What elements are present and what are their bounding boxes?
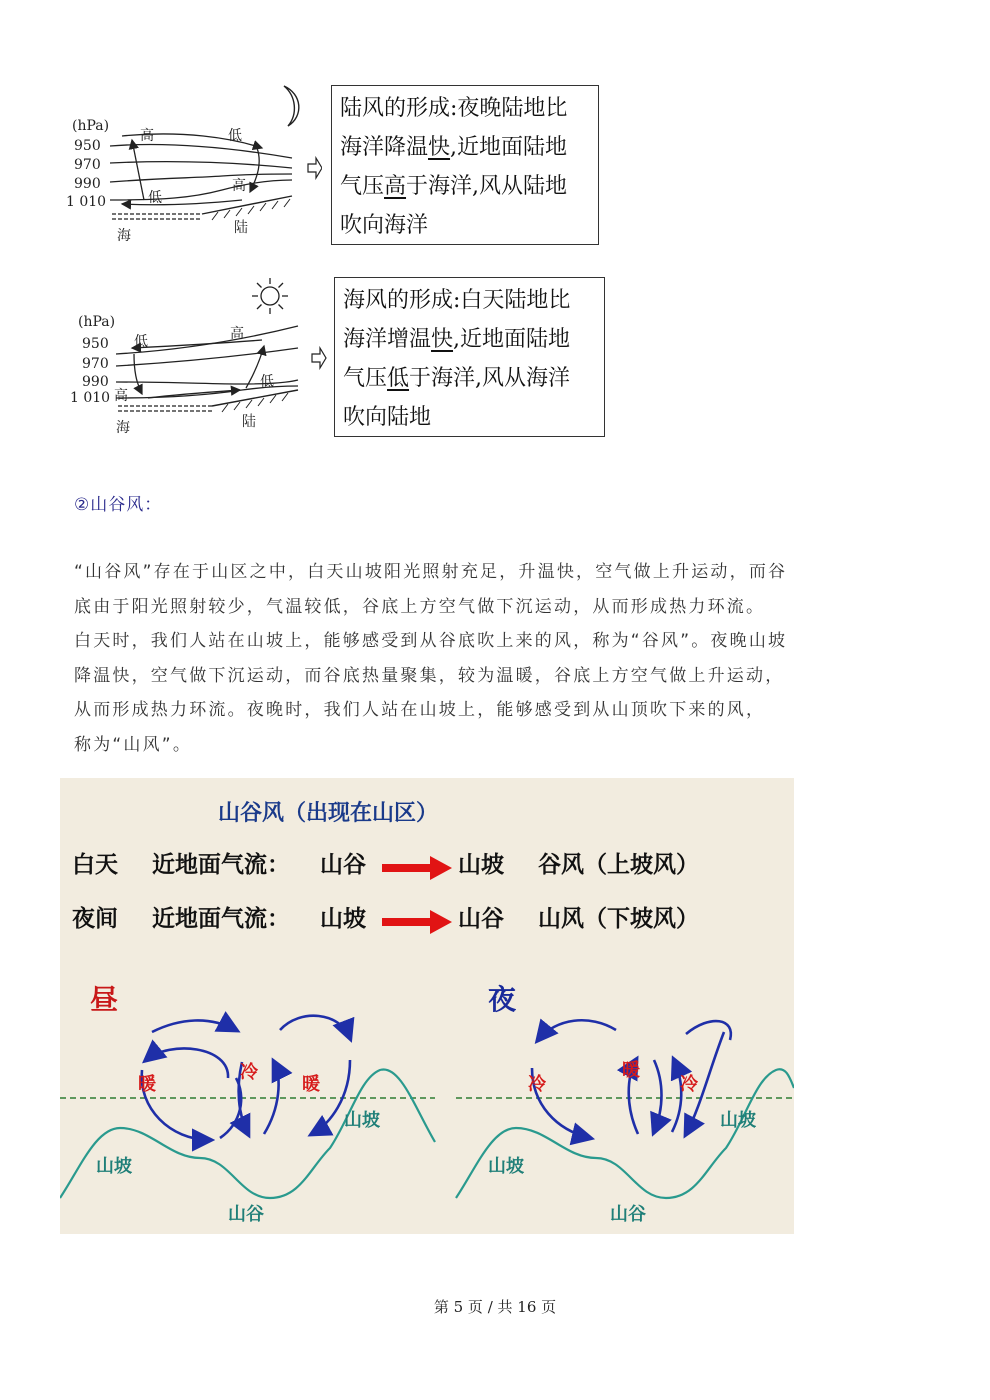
right-arrow-icon	[312, 348, 326, 368]
night-valley: 山谷	[610, 1204, 646, 1225]
row-day-wind: 谷风（上坡风）	[538, 852, 699, 878]
sea-breeze-line-4: 吹向陆地	[343, 405, 432, 430]
label-high-bottom: 高	[232, 178, 246, 194]
day-slope-left: 山坡	[96, 1156, 132, 1177]
paragraph-line: 底由于阳光照射较少，气温较低，谷底上方空气做下沉运动，从而形成热力环流。	[74, 596, 766, 617]
figure-title: 山谷风（出现在山区）	[218, 801, 439, 826]
day-label: 昼	[90, 983, 119, 1016]
land-breeze-line-4: 吹向海洋	[340, 213, 429, 238]
label-low-top: 低	[134, 334, 148, 350]
paragraph-line: 称为“山风”。	[74, 734, 193, 755]
level-1010: 1 010	[70, 390, 111, 406]
row-night-flow: 近地面气流：	[152, 906, 290, 932]
night-right-label: 冷	[680, 1074, 698, 1095]
unit-label: (hPa)	[72, 118, 110, 134]
row-night-to: 山谷	[458, 906, 504, 932]
day-left-label: 暖	[138, 1074, 156, 1095]
day-middle-label: 冷	[240, 1062, 258, 1083]
label-high-top: 高	[230, 326, 244, 342]
label-land: 陆	[234, 220, 248, 236]
paragraph-line: 白天时，我们人站在山坡上，能够感受到从谷底吹上来的风，称为“谷风”。夜晚山坡	[74, 631, 788, 651]
valley-wind-figure	[60, 778, 794, 1234]
level-950: 950	[82, 336, 109, 352]
level-970: 970	[82, 356, 109, 372]
valley-circulation-diagram	[60, 778, 794, 1234]
label-low-bottom: 低	[148, 190, 162, 206]
moon-icon	[284, 86, 299, 126]
label-sea: 海	[117, 228, 131, 244]
sea-breeze-line-3: 气压低于海洋,风从海洋	[343, 366, 571, 391]
night-middle-label: 暖	[622, 1060, 640, 1081]
land-breeze-diagram	[62, 80, 322, 255]
right-arrow-icon	[308, 158, 322, 178]
label-low-top: 低	[228, 128, 242, 144]
page-footer: 第 5 页 / 共 16 页	[433, 1298, 557, 1316]
row-night-wind: 山风（下坡风）	[538, 906, 699, 932]
row-day-to: 山坡	[458, 852, 504, 878]
level-990: 990	[82, 374, 109, 390]
level-950: 950	[74, 138, 101, 154]
paragraph-line: “山谷风”存在于山区之中，白天山坡阳光照射充足，升温快，空气做上升运动，而谷	[74, 562, 788, 582]
label-low-bottom: 低	[260, 374, 274, 390]
sea-breeze-diagram	[62, 270, 328, 445]
row-night-from: 山坡	[320, 906, 366, 932]
label-high-bottom: 高	[114, 388, 128, 404]
unit-label: (hPa)	[78, 314, 116, 330]
body-paragraph	[74, 555, 916, 762]
section-title: ②山谷风：	[74, 495, 163, 515]
night-slope-right: 山坡	[720, 1110, 756, 1131]
level-1010: 1 010	[66, 194, 107, 210]
land-breeze-line-1: 陆风的形成:夜晚陆地比	[340, 96, 568, 121]
label-sea: 海	[116, 420, 130, 436]
row-day-flow: 近地面气流：	[152, 852, 290, 878]
sea-breeze-line-2: 海洋增温快,近地面陆地	[343, 327, 571, 352]
row-day-period: 白天	[72, 852, 118, 878]
row-day-from: 山谷	[320, 852, 366, 878]
land-breeze-textbox	[331, 85, 599, 245]
label-high-top: 高	[140, 128, 154, 144]
night-label: 夜	[488, 983, 517, 1016]
paragraph-line: 降温快，空气做下沉运动，而谷底热量聚集，较为温暖，谷底上方空气做上升运动，	[74, 665, 785, 686]
sea-breeze-line-1: 海风的形成:白天陆地比	[343, 288, 571, 313]
land-breeze-line-2: 海洋降温快,近地面陆地	[340, 135, 568, 160]
land-breeze-line-3: 气压高于海洋,风从陆地	[340, 174, 568, 199]
day-right-label: 暖	[302, 1074, 320, 1095]
row-night-period: 夜间	[72, 906, 118, 932]
level-970: 970	[74, 157, 101, 173]
sun-icon	[252, 278, 288, 314]
paragraph-line: 从而形成热力环流。夜晚时，我们人站在山坡上，能够感受到从山顶吹下来的风，	[74, 700, 766, 720]
night-slope-left: 山坡	[488, 1156, 524, 1177]
night-left-label: 冷	[528, 1074, 546, 1095]
sea-breeze-textbox	[334, 277, 605, 437]
label-land: 陆	[242, 414, 256, 430]
day-slope-right: 山坡	[344, 1110, 380, 1131]
day-valley: 山谷	[228, 1204, 264, 1225]
level-990: 990	[74, 176, 101, 192]
